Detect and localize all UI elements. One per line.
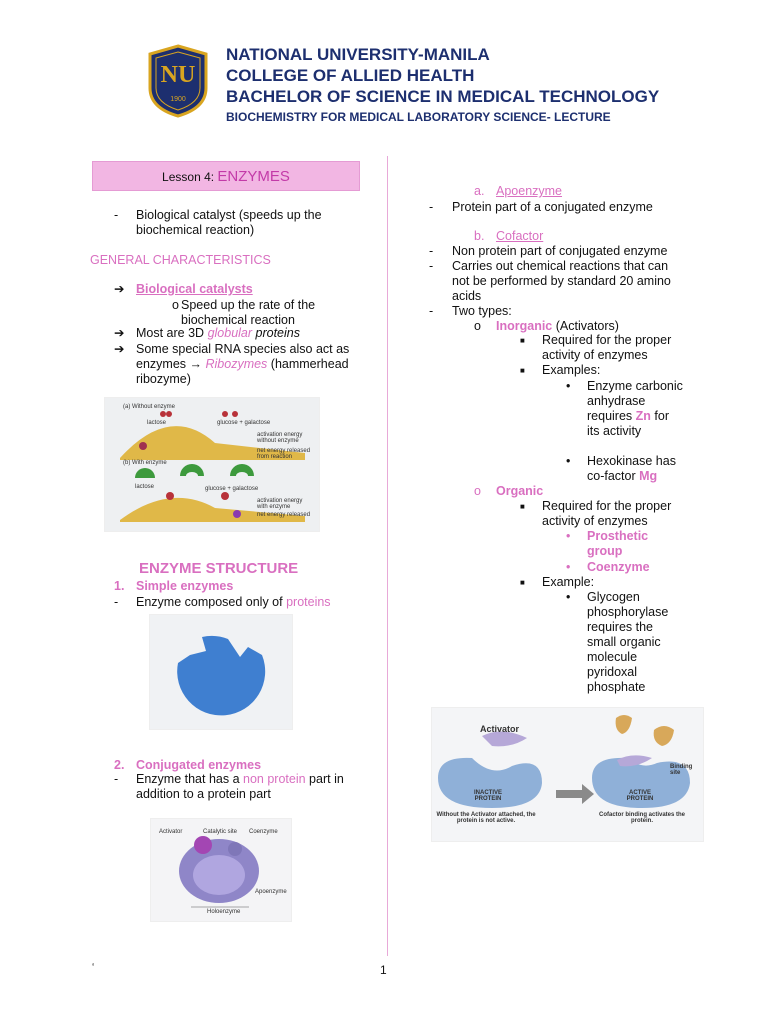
circle-bullet-icon: o bbox=[172, 298, 179, 312]
circle-bullet-icon: o bbox=[474, 484, 481, 498]
coenzyme-item: Coenzyme bbox=[587, 560, 650, 574]
rna-line bbox=[136, 342, 358, 387]
fig4-binding-site-label: Binding site bbox=[670, 764, 693, 776]
organic-heading: Organic bbox=[496, 484, 544, 498]
fig4-active-label: ACTIVE PROTEIN bbox=[626, 790, 654, 802]
two-types: Two types: bbox=[452, 304, 512, 318]
bullet-dash: - bbox=[429, 244, 434, 258]
simple-enzymes-desc bbox=[136, 595, 331, 610]
fig3-catalytic-site-label: Catalytic site bbox=[203, 829, 238, 835]
inorganic-required: Required for the proper activity of enzymes bbox=[542, 333, 672, 362]
fig1-act-without-label: activation energy without enzyme bbox=[257, 432, 303, 444]
square-bullet-icon: ■ bbox=[520, 578, 525, 587]
fig3-apoenzyme-label: Apoenzyme bbox=[255, 889, 287, 895]
fig3-coenzyme-label: Coenzyme bbox=[249, 829, 278, 835]
cofactor-desc1: Non protein part of conjugated enzyme bbox=[452, 244, 668, 258]
fig4-cofactor-caption: Cofactor binding activates the protein. bbox=[598, 812, 685, 824]
square-bullet-icon: ■ bbox=[520, 502, 525, 511]
apoenzyme-desc: Protein part of a conjugated enzyme bbox=[452, 200, 653, 214]
globular-post: proteins bbox=[252, 326, 300, 340]
activation-energy-figure bbox=[104, 397, 320, 532]
ca-zn: Zn bbox=[635, 409, 651, 423]
header-college: COLLEGE OF ALLIED HEALTH bbox=[226, 66, 475, 85]
conj-desc-pre: Enzyme that has a bbox=[136, 772, 244, 786]
biological-catalysts: Biological catalysts bbox=[136, 282, 253, 296]
bullet-dash: - bbox=[429, 259, 434, 273]
logo-letters: NU bbox=[160, 62, 196, 88]
ca-pre: Enzyme carbonic anhydrase requires bbox=[587, 379, 683, 423]
enzyme-structure-heading: ENZYME STRUCTURE bbox=[139, 560, 299, 577]
header-program: BACHELOR OF SCIENCE IN MEDICAL TECHNOLOGY bbox=[226, 87, 660, 106]
carbonic-anhydrase-example bbox=[587, 379, 683, 439]
simple-desc-pre: Enzyme composed only of bbox=[136, 595, 287, 609]
rna-arrow: → bbox=[189, 357, 202, 371]
footer-mark: ‘ bbox=[92, 962, 95, 973]
fig1-glucose-label: glucose + galactose bbox=[217, 420, 271, 426]
holoenzyme-figure bbox=[150, 818, 292, 922]
lesson-prefix: Lesson 4: bbox=[162, 170, 218, 184]
globular-word: globular bbox=[207, 326, 253, 340]
rna-pre: Some special RNA species also act as enzymes bbox=[136, 342, 350, 371]
globular-pre: Most are 3D bbox=[136, 326, 208, 340]
organic-required: Required for the proper activity of enzymes bbox=[542, 499, 672, 528]
cofactor-heading: Cofactor bbox=[496, 229, 544, 243]
inorganic-post: (Activators) bbox=[552, 319, 619, 333]
conj-desc-post: part in addition to a protein part bbox=[136, 772, 344, 801]
ribozymes-word: Ribozymes bbox=[205, 357, 268, 371]
fig1-net-energy2-label: net energy released bbox=[257, 512, 311, 518]
general-characteristics-heading: GENERAL CHARACTERISTICS bbox=[90, 253, 271, 267]
speed-up-text: Speed up the rate of the biochemical reaction bbox=[181, 298, 316, 327]
ca-post: for its activity bbox=[587, 409, 669, 438]
bullet-dash: - bbox=[114, 208, 119, 222]
conj-desc-nonprotein: non protein bbox=[243, 772, 306, 786]
dot-bullet-icon: • bbox=[566, 590, 571, 604]
fig3-holoenzyme-label: Holoenzyme bbox=[207, 909, 241, 915]
cofactor-desc2: Carries out chemical reactions that can not be performed by standard 20 amino acids bbox=[452, 259, 671, 303]
lesson-title: ENZYMES bbox=[217, 168, 290, 185]
bullet-dash: - bbox=[429, 304, 434, 318]
hk-mg: Mg bbox=[639, 469, 658, 483]
fig1-act-with-label: activation energy with enzyme bbox=[257, 498, 303, 510]
university-logo bbox=[146, 44, 210, 118]
fig1-lactose2-label: lactose bbox=[135, 484, 155, 490]
arrow-bullet-icon: ➔ bbox=[114, 282, 125, 296]
square-bullet-icon: ■ bbox=[520, 366, 525, 375]
bullet-dash: - bbox=[114, 772, 119, 786]
prosthetic-group: Prosthetic group bbox=[587, 529, 649, 558]
simple-desc-proteins: proteins bbox=[286, 595, 331, 609]
example-label: Example: bbox=[542, 575, 595, 589]
dot-bullet-icon: • bbox=[566, 454, 571, 468]
simple-number: 1. bbox=[114, 579, 125, 593]
conjugated-enzymes-heading: Conjugated enzymes bbox=[136, 758, 262, 772]
conjugated-number: 2. bbox=[114, 758, 125, 772]
intro-text: Biological catalyst (speeds up the biochemical reaction) bbox=[136, 208, 322, 237]
fig1-lactose-label: lactose bbox=[147, 420, 167, 426]
logo-year: 1900 bbox=[170, 96, 186, 103]
circle-bullet-icon: o bbox=[474, 319, 481, 333]
fig1-glucose2-label: glucose + galactose bbox=[205, 486, 259, 492]
square-bullet-icon: ■ bbox=[520, 336, 525, 345]
fig1-with-label: (b) With enzyme bbox=[123, 460, 167, 466]
dot-bullet-icon: • bbox=[566, 560, 571, 574]
header-university: NATIONAL UNIVERSITY-MANILA bbox=[226, 45, 490, 64]
rna-post: (hammerhead ribozyme) bbox=[136, 357, 349, 386]
glycogen-example: Glycogen phosphorylase requires the small organic molecule pyridoxal phosphate bbox=[587, 590, 669, 694]
cofactor-letter: b. bbox=[474, 229, 485, 243]
header-course: BIOCHEMISTRY FOR MEDICAL LABORATORY SCIENCE- LECTURE bbox=[226, 110, 611, 124]
fig4-without-caption: Without the Activator attached, the protein is not active. bbox=[436, 812, 536, 824]
fig4-activator-label: Activator bbox=[480, 724, 520, 734]
apoenzyme-letter: a. bbox=[474, 184, 485, 198]
lesson-title-box bbox=[92, 161, 360, 191]
arrow-bullet-icon: ➔ bbox=[114, 326, 125, 340]
dot-bullet-icon: • bbox=[566, 529, 571, 543]
apoenzyme-heading: Apoenzyme bbox=[496, 184, 563, 198]
bullet-dash: - bbox=[114, 595, 119, 609]
fig1-without-label: (a) Without enzyme bbox=[123, 404, 176, 410]
page-number: 1 bbox=[380, 963, 387, 977]
inorganic-word: Inorganic bbox=[496, 319, 553, 333]
globular-line bbox=[136, 326, 300, 341]
inorganic-line bbox=[496, 319, 619, 334]
fig4-inactive-label: INACTIVE PROTEIN bbox=[473, 790, 502, 802]
dot-bullet-icon: • bbox=[566, 379, 571, 393]
activator-figure bbox=[431, 707, 704, 842]
arrow-bullet-icon: ➔ bbox=[114, 342, 125, 356]
conjugated-desc bbox=[136, 772, 358, 802]
bullet-dash: - bbox=[429, 200, 434, 214]
fig3-activator-label: Activator bbox=[159, 829, 183, 835]
simple-enzymes-heading: Simple enzymes bbox=[136, 579, 234, 593]
column-divider bbox=[387, 156, 388, 956]
fig1-net-energy-label: net energy released from reaction bbox=[257, 448, 311, 460]
simple-enzyme-figure bbox=[149, 614, 293, 730]
examples-label: Examples: bbox=[542, 363, 601, 377]
hk-pre: Hexokinase has co-factor bbox=[587, 454, 676, 483]
hexokinase-example bbox=[587, 454, 683, 484]
